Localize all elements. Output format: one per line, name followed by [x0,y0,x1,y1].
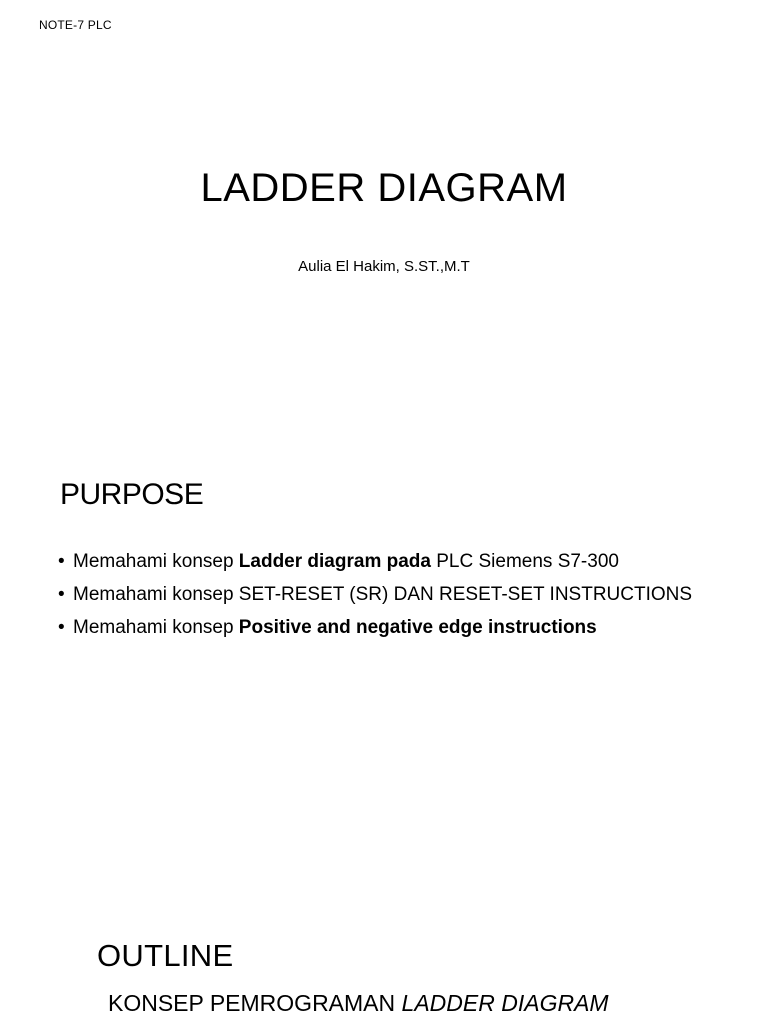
bullet-dot-icon: • [58,584,65,605]
purpose-bullet [58,545,692,578]
slide-title: LADDER DIAGRAM [200,166,568,210]
bullet-dot-icon: • [58,551,65,572]
outline-heading: OUTLINE [97,938,234,973]
bullet-bold-text: Ladder diagram pada [238,551,431,572]
bullet-dot-icon: • [58,617,65,638]
bullet-bold-text: Positive and negative edge instructions [238,617,597,638]
purpose-bullet [58,578,692,611]
author-name: Aulia El Hakim, S.ST.,M.T [298,258,470,275]
bullet-text: PLC Siemens S7-300 [430,551,619,572]
bullet-text: Memahami konsep [73,551,239,572]
outline-item-italic-text: LADDER DIAGRAM [401,990,609,1016]
purpose-bullet [58,611,692,644]
outline-item-text: KONSEP PEMROGRAMAN [108,990,402,1016]
purpose-heading: PURPOSE [60,478,204,511]
bullet-text: Memahami konsep [73,617,239,638]
bullet-text: Memahami konsep SET-RESET (SR) DAN RESET-SET INSTRUCTIONS [73,584,693,605]
outline-item [108,990,609,1017]
purpose-bullet-list [58,545,692,644]
header-label: NOTE-7 PLC [39,18,112,32]
